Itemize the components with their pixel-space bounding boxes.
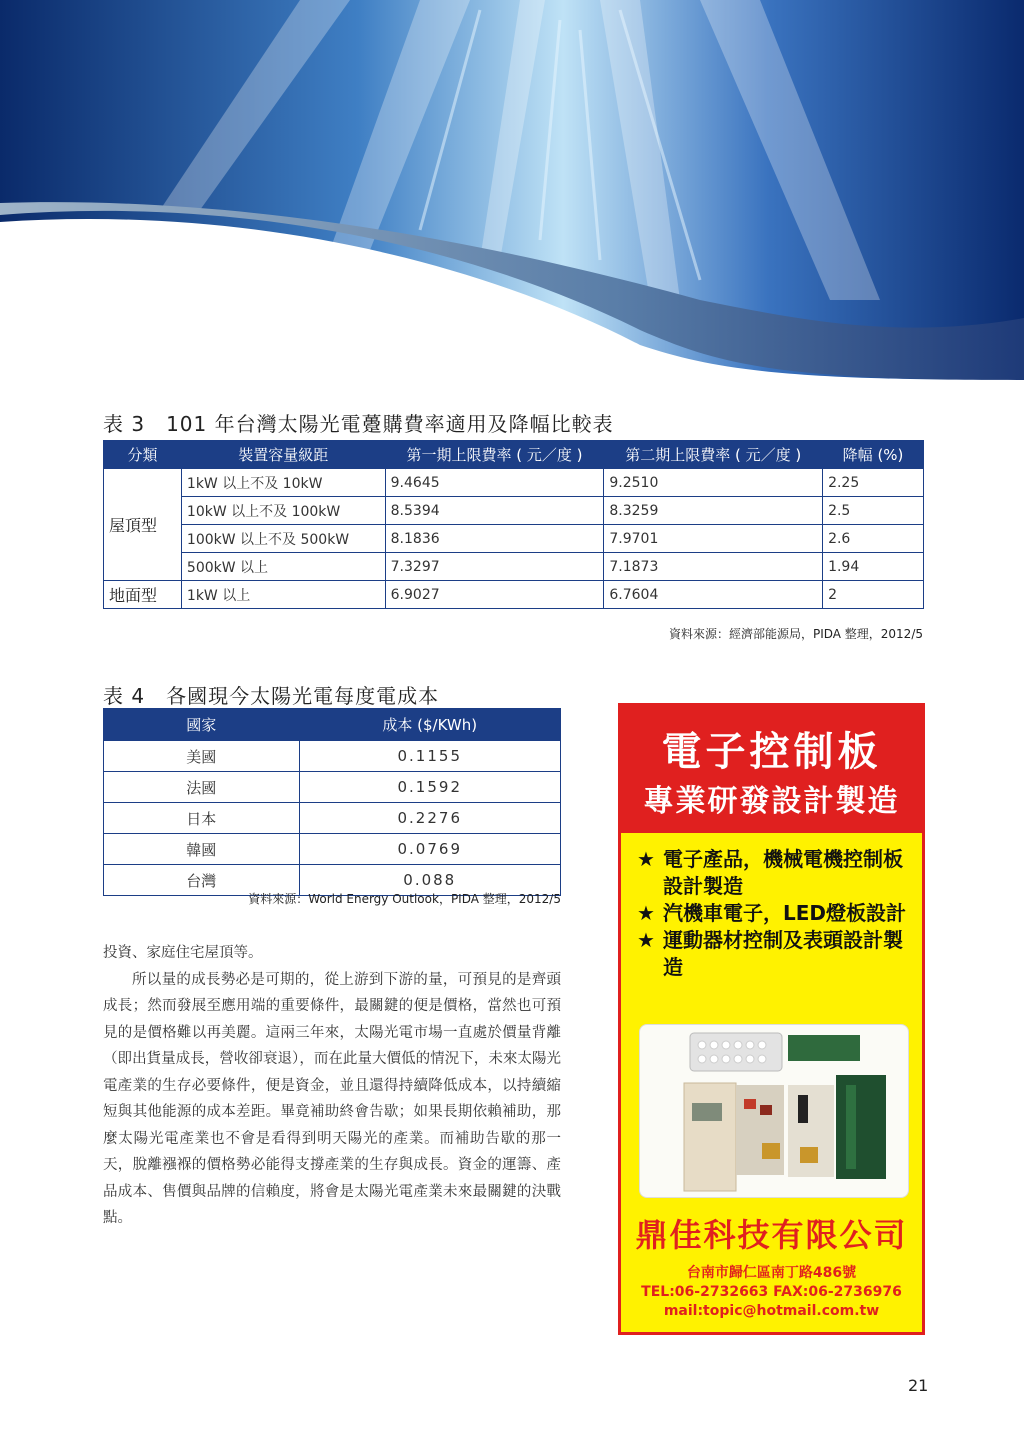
ad-company-name: 鼎佳科技有限公司: [635, 1216, 908, 1254]
ad-contact-info: [621, 1264, 922, 1321]
header-country: 國家: [104, 709, 300, 741]
list-item: [637, 927, 917, 981]
header-phase1-rate: 第一期上限費率 ( 元／度 ): [385, 441, 604, 469]
list-item: [637, 846, 917, 900]
solar-cost-table: [103, 708, 561, 896]
cell-country: 美國: [104, 741, 300, 772]
table-row: [104, 525, 924, 553]
feed-in-tariff-table: [103, 440, 924, 609]
cell-country: 台灣: [104, 865, 300, 896]
cell-drop: 1.94: [823, 553, 924, 581]
cell-phase2: 8.3259: [604, 497, 823, 525]
cell-drop: 2.25: [823, 469, 924, 497]
header-drop-percent: 降幅 (%): [823, 441, 924, 469]
cell-phase2: 7.9701: [604, 525, 823, 553]
ad-title: 電子控制板: [661, 729, 882, 775]
ad-phone-fax: TEL:06-2732663 FAX:06-2736976: [641, 1284, 902, 1300]
cell-phase1: 7.3297: [385, 553, 604, 581]
table4-source: 資料來源：World Energy Outlook，PIDA 整理，2012/5: [248, 892, 561, 906]
cell-country: 日本: [104, 803, 300, 834]
cell-drop: 2: [823, 581, 924, 609]
table3-title: 表 3 101 年台灣太陽光電躉購費率適用及降幅比較表: [103, 412, 614, 436]
table-row: [104, 834, 561, 865]
header-cost: 成本 ($/KWh): [299, 709, 560, 741]
article-body: [103, 940, 561, 1232]
page-number: 21: [908, 1376, 929, 1395]
star-icon: ★: [637, 928, 655, 952]
cell-phase1: 8.1836: [385, 525, 604, 553]
cell-phase2: 9.2510: [604, 469, 823, 497]
table-row: [104, 803, 561, 834]
service-text: 汽機車電子，LED燈板設計: [663, 901, 907, 925]
cell-phase2: 6.7604: [604, 581, 823, 609]
category-rooftop: 屋頂型: [104, 469, 182, 581]
cell-phase1: 9.4645: [385, 469, 604, 497]
cell-range: 10kW 以上不及 100kW: [181, 497, 385, 525]
service-text: 電子產品，機械電機控制板設計製造: [663, 847, 903, 898]
cell-drop: 2.6: [823, 525, 924, 553]
cell-phase2: 7.1873: [604, 553, 823, 581]
header-category: 分類: [104, 441, 182, 469]
ad-address: 台南市歸仁區南丁路486號: [686, 1265, 857, 1281]
table-row: [104, 469, 924, 497]
body-paragraph: 所以量的成長勢必是可期的，從上游到下游的量，可預見的是齊頭成長；然而發展至應用端的重要條件，最關鍵的便是價格，當然也可預見的是價格難以再美麗。這兩三年來，太陽光電市場一直處於價量背離（即出貨量成長，營收卻衰退），而在此量大價低的情況下，未來太陽光電產業的生存必要條件，便是資金，並且還得持續降低成本，以持續縮短與其他能源的成本差距。畢竟補助終會告歇；如果長期依賴補助，那麼太陽光電產業也不會是看得到明天陽光的產業。而補助告歇的那一天，脫離襁褓的價格勢必能得支撐產業的生存與成長。資金的運籌、產品成本、售價與品牌的信賴度，將會是太陽光電產業未來最關鍵的決戰點。: [103, 971, 561, 1226]
cell-phase1: 8.5394: [385, 497, 604, 525]
table-row: [104, 741, 561, 772]
cell-country: 法國: [104, 772, 300, 803]
cell-range: 500kW 以上: [181, 553, 385, 581]
header-phase2-rate: 第二期上限費率 ( 元／度 ): [604, 441, 823, 469]
table-header-row: [104, 709, 561, 741]
cell-cost: 0.1155: [299, 741, 560, 772]
ad-header: [621, 706, 922, 833]
table-row: [104, 772, 561, 803]
ad-service-list: [637, 846, 917, 981]
table-row: [104, 553, 924, 581]
cell-range: 100kW 以上不及 500kW: [181, 525, 385, 553]
category-ground: 地面型: [104, 581, 182, 609]
table-row: [104, 581, 924, 609]
cell-range: 1kW 以上不及 10kW: [181, 469, 385, 497]
cell-phase1: 6.9027: [385, 581, 604, 609]
list-item: [637, 900, 917, 927]
cell-cost: 0.2276: [299, 803, 560, 834]
cell-drop: 2.5: [823, 497, 924, 525]
ad-email: mail:topic@hotmail.com.tw: [663, 1303, 880, 1319]
circuit-boards-photo: [639, 1024, 909, 1198]
star-icon: ★: [637, 847, 655, 871]
table-row: [104, 497, 924, 525]
ad-subtitle: 專業研發設計製造: [643, 784, 900, 819]
cell-country: 韓國: [104, 834, 300, 865]
star-icon: ★: [637, 901, 655, 925]
body-paragraph: 投資、家庭住宅屋頂等。: [103, 945, 263, 961]
cell-range: 1kW 以上: [181, 581, 385, 609]
service-text: 運動器材控制及表頭設計製造: [663, 928, 903, 979]
cell-cost: 0.0769: [299, 834, 560, 865]
header-banner-image: [0, 0, 1024, 380]
table-header-row: [104, 441, 924, 469]
header-capacity-range: 裝置容量級距: [181, 441, 385, 469]
advertisement: [618, 703, 925, 1335]
cell-cost: 0.088: [299, 865, 560, 896]
table3-source: 資料來源：經濟部能源局，PIDA 整理，2012/5: [668, 627, 923, 641]
table4-title: 表 4 各國現今太陽光電每度電成本: [103, 684, 440, 708]
cell-cost: 0.1592: [299, 772, 560, 803]
